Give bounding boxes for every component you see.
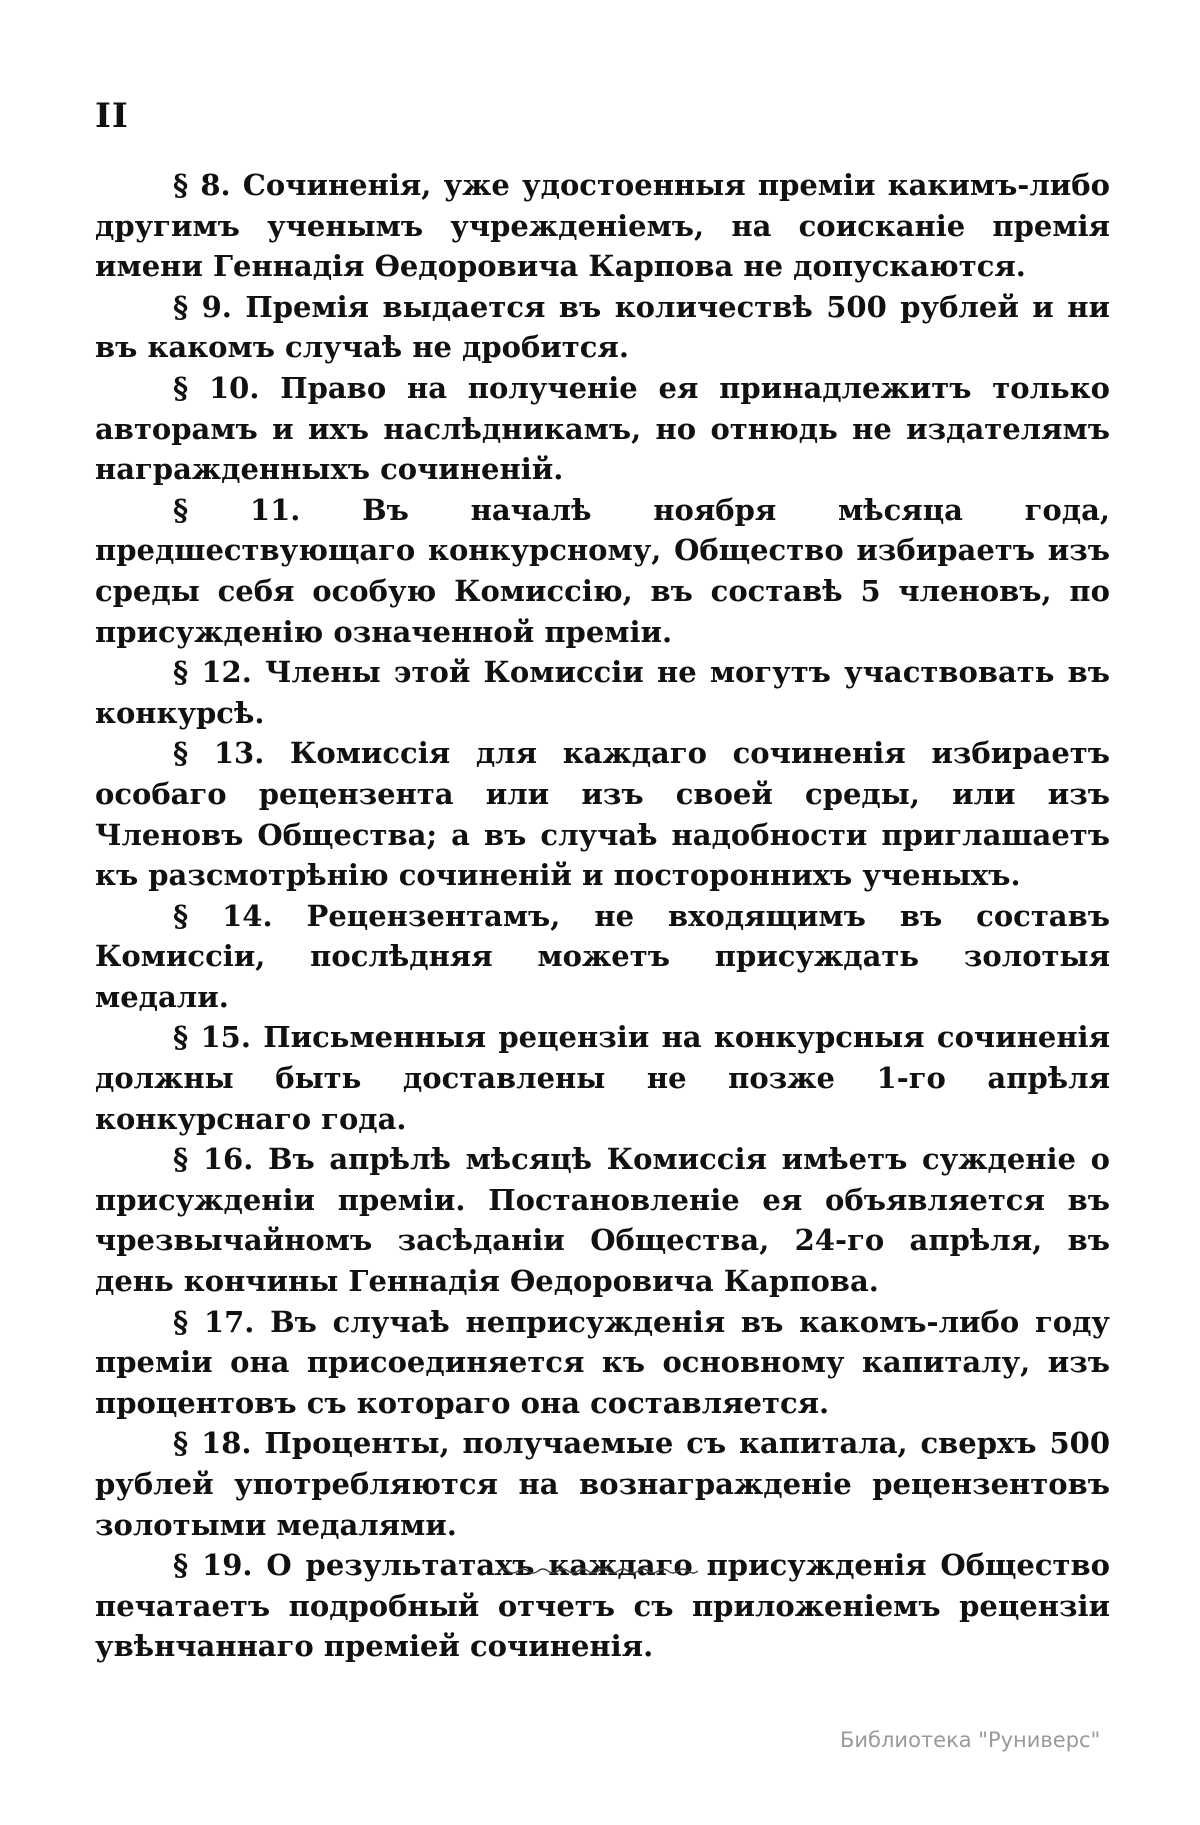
paragraph-13: § 13. Комиссія для каждаго сочиненія избираетъ особаго рецензента или изъ своей среды, или изъ Членовъ Общества; а въ случаѣ надобности приглашаетъ къ разсмотрѣнію сочиненій и постороннихъ ученыхъ. <box>95 736 1110 893</box>
wavy-line-icon <box>498 1566 698 1576</box>
decorative-separator <box>498 1566 698 1576</box>
page-number: II <box>95 96 129 136</box>
paragraph-18: § 18. Проценты, получаемые съ капитала, сверхъ 500 рублей употребляются на вознагражденіе рецензентовъ золотыми медалями. <box>95 1426 1110 1542</box>
paragraph-16: § 16. Въ апрѣлѣ мѣсяцѣ Комиссія имѣетъ сужденіе о присужденіи преміи. Постановленіе ея объявляется въ чрезвычайномъ засѣданіи Общества, 24-го апрѣля, въ день кончины Геннадія Өедоровича Карпова. <box>95 1142 1110 1299</box>
paragraph-8: § 8. Сочиненія, уже удостоенныя преміи какимъ-либо другимъ ученымъ учрежденіемъ, на соисканіе премія имени Геннадія Өедоровича Карпова не допускаются. <box>95 168 1110 284</box>
paragraph-15: § 15. Письменныя рецензіи на конкурсныя сочиненія должны быть доставлены не позже 1-го апрѣля конкурснаго года. <box>95 1020 1110 1136</box>
paragraph-17: § 17. Въ случаѣ неприсужденія въ какомъ-либо году преміи она присоединяется къ основному капиталу, изъ процентовъ съ котораго она составляется. <box>95 1304 1110 1420</box>
paragraph-11: § 11. Въ началѣ ноября мѣсяца года, предшествующаго конкурсному, Общество избираетъ изъ среды себя особую Комиссію, въ составѣ 5 членовъ, по присужденію означенной преміи. <box>95 492 1110 649</box>
paragraph-10: § 10. Право на полученіе ея принадлежитъ только авторамъ и ихъ наслѣдникамъ, но отнюдь не издателямъ награжденныхъ сочиненій. <box>95 370 1110 487</box>
paragraph-19: § 19. О результатахъ каждаго присужденія Общество печатаетъ подробный отчетъ съ приложеніемъ рецензіи увѣнчаннаго преміей сочиненія. <box>95 1548 1110 1664</box>
text-body <box>95 165 1110 1667</box>
paragraph-12: § 12. Члены этой Комиссіи не могутъ участвовать въ конкурсѣ. <box>95 655 1110 730</box>
library-watermark: Библиотека "Руниверс" <box>840 1728 1101 1752</box>
paragraph-9: § 9. Премія выдается въ количествѣ 500 рублей и ни въ какомъ случаѣ не дробится. <box>95 289 1110 365</box>
paragraph-14: § 14. Рецензентамъ, не входящимъ въ составъ Комиссіи, послѣдняя можетъ присуждать золотыя медали. <box>95 898 1110 1014</box>
